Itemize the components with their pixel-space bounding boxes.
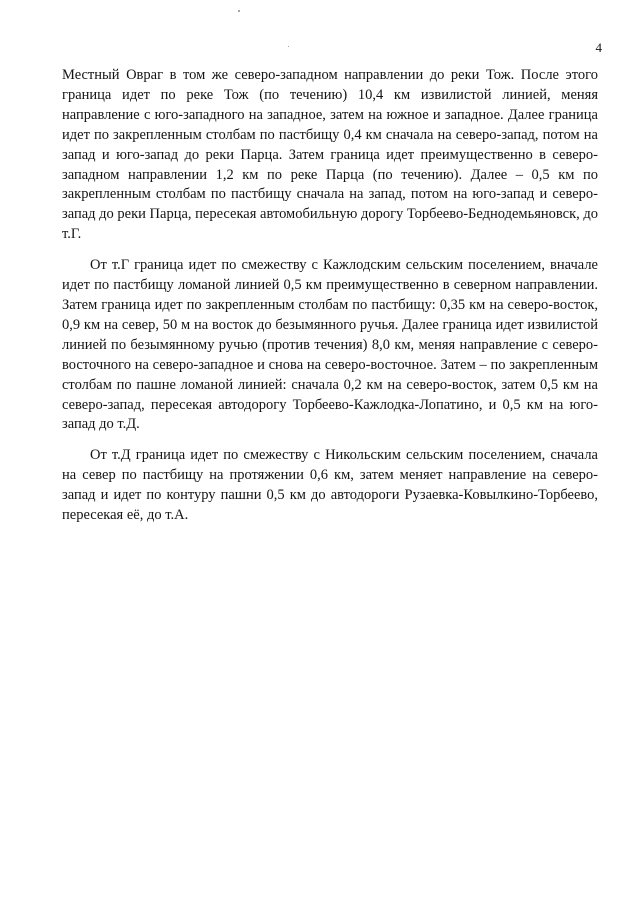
paragraph: От т.Г граница идет по смежеству с Кажлодским сельским поселением, вначале идет по пастбищу ломаной линией 0,5 км преимущественно в северном направлении. Затем граница идет по закрепленным столбам по пастбищу: 0,35 км на северо-восток, 0,9 км на север, 50 м на восток до безымянного ручья. Далее граница идет извилистой линией по безымянному ручью (против течения) 8,0 км, меняя направление с северо-восточного на северо-западное и снова на северо-восточное. Затем – по закрепленным столбам по пашне ломаной линией: сначала 0,2 км на северо-восток, затем 0,5 км на северо-запад, пересекая автодорогу Торбеево-Кажлодка-Лопатино, и 0,5 км на юго-запад до т.Д.	[62, 257, 598, 433]
paragraph: От т.Д граница идет по смежеству с Никольским сельским поселением, сначала на север по пастбищу на протяжении 0,6 км, затем меняет направление на северо-запад и идет по контуру пашни 0,5 км до автодороги Рузаевка-Ковылкино-Торбеево, пересекая её, до т.А.	[62, 447, 598, 524]
page-number: 4	[595, 40, 602, 55]
scan-speck	[288, 46, 289, 47]
paragraph: Местный Овраг в том же северо-западном направлении до реки Тож. После этого граница идет по реке Тож (по течению) 10,4 км извилистой линией, меняя направление с юго-западного на западное, затем на южное и западное. Далее граница идет по закрепленным столбам по пастбищу 0,4 км сначала на северо-запад, потом на запад и юго-запад до реки Парца. Затем граница идет преимущественно в северо-западном направлении 1,2 км по реке Парца (по течению). Далее – 0,5 км по закрепленным столбам по пастбищу сначала на запад, потом на юго-запад и северо-запад до реки Парца, пересекая автомобильную дорогу Торбеево-Беднодемьяновск, до т.Г.	[62, 67, 598, 243]
document-body	[62, 66, 598, 526]
scan-speck	[238, 10, 240, 12]
